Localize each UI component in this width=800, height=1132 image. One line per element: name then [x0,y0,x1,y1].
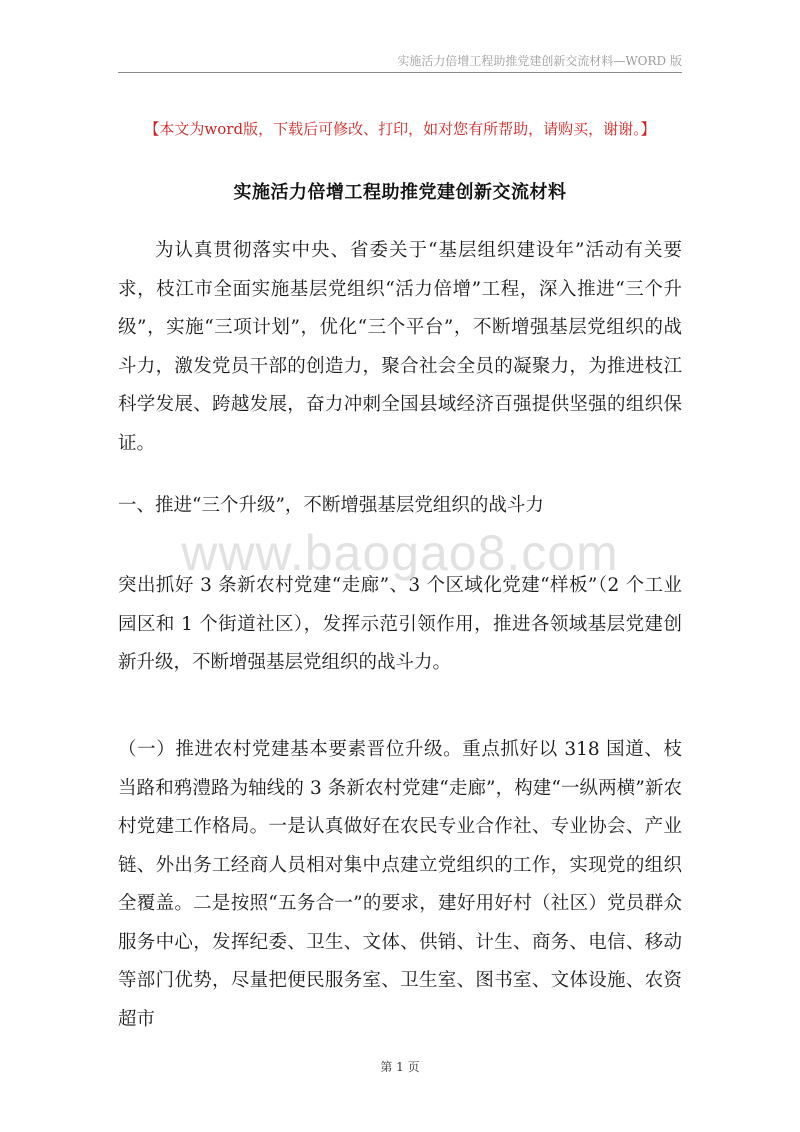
watermark: www.baogao8.com [181,525,619,581]
download-notice: 【本文为word版，下载后可修改、打印，如对您有所帮助，请购买，谢谢。】 [144,120,656,138]
header-divider [118,72,682,73]
running-header: 实施活力倍增工程助推党建创新交流材料—WORD 版 [397,54,682,68]
body-paragraph: （一）推进农村党建基本要素晋位升级。重点抓好以 318 国道、枝当路和鸦澧路为轴线的 3 条新农村党建“走廊”，构建“一纵两横”新农村党建工作格局。一是认真做好在农民专业合作社、专业协会、产业链、外出务工经商人员相对集中点建立党组织的工作，实现党的组织全覆盖。二是按照“五务合一”的要求，建好用好村（社区）党员群众服务中心，发挥纪委、卫生、文体、供销、计生、商务、电信、移动等部门优势，尽量把便民服务室、卫生室、图书室、文体设施、农资超市 [118,739,682,1030]
body-paragraph: 突出抓好 3 条新农村党建“走廊”、3 个区域化党建“样板”（2 个工业园区和 1 个街道社区），发挥示范引领作用，推进各领域基层党建创新升级，不断增强基层党组织的战斗力。 [118,575,682,673]
section-heading: 一、推进“三个升级”，不断增强基层党组织的战斗力 [118,495,544,516]
page-number: 第 1 页 [380,1060,420,1074]
document-title: 实施活力倍增工程助推党建创新交流材料 [233,182,567,203]
intro-paragraph: 为认真贯彻落实中央、省委关于“基层组织建设年”活动有关要求，枝江市全面实施基层党组织“活力倍增”工程，深入推进“三个升级”，实施“三项计划”，优化“三个平台”，不断增强基层党组织的战斗力，激发党员干部的创造力，聚合社会全员的凝聚力，为推进枝江科学发展、跨越发展，奋力冲刺全国县域经济百强提供坚强的组织保证。 [118,240,682,454]
